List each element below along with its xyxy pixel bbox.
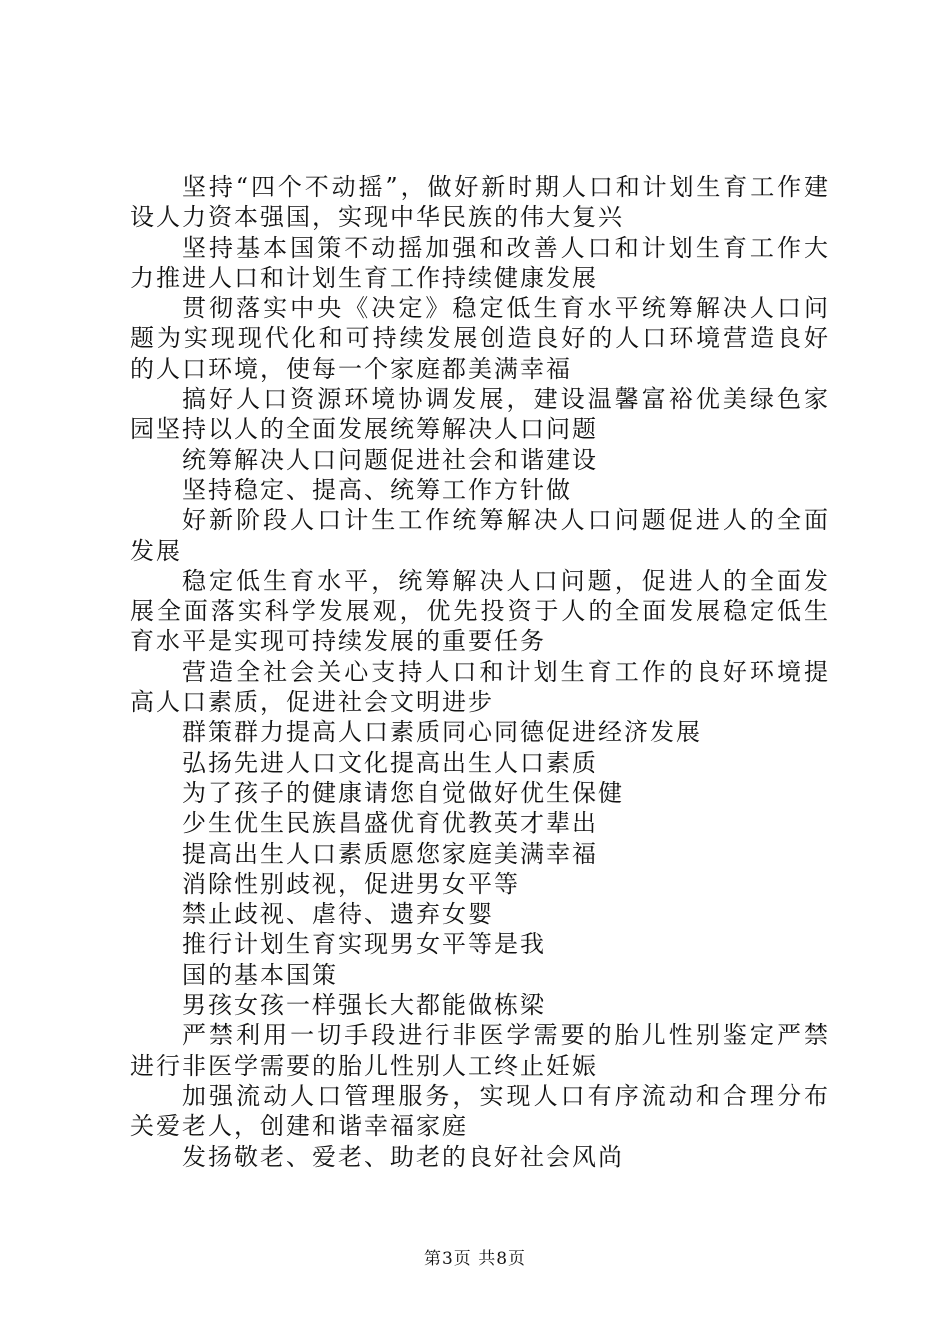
paragraph: 坚持“四个不动摇”，做好新时期人口和计划生育工作建设人力资本强国，实现中华民族的伟大复兴 bbox=[130, 173, 830, 232]
document-body bbox=[130, 172, 830, 1172]
paragraph: 少生优生民族昌盛优育优教英才辈出 bbox=[182, 809, 598, 838]
page-number-footer: 第3页 共8页 bbox=[423, 1249, 527, 1269]
paragraph: 消除性别歧视，促进男女平等 bbox=[182, 869, 520, 898]
paragraph: 为了孩子的健康请您自觉做好优生保健 bbox=[182, 778, 624, 807]
paragraph: 严禁利用一切手段进行非医学需要的胎儿性别鉴定严禁进行非医学需要的胎儿性别人工终止妊娠 bbox=[130, 1021, 830, 1080]
paragraph: 好新阶段人口计生工作统筹解决人口问题促进人的全面发展 bbox=[130, 506, 830, 565]
paragraph: 男孩女孩一样强长大都能做栋梁 bbox=[182, 991, 546, 1020]
paragraph: 推行计划生育实现男女平等是我 bbox=[182, 930, 546, 959]
paragraph: 群策群力提高人口素质同心同德促进经济发展 bbox=[182, 718, 702, 747]
paragraph: 坚持基本国策不动摇加强和改善人口和计划生育工作大力推进人口和计划生育工作持续健康发展 bbox=[130, 233, 830, 292]
paragraph: 加强流动人口管理服务，实现人口有序流动和合理分布关爱老人，创建和谐幸福家庭 bbox=[130, 1081, 830, 1141]
paragraph: 国的基本国策 bbox=[182, 960, 338, 989]
paragraph: 坚持稳定、提高、统筹工作方针做 bbox=[182, 475, 572, 504]
paragraph: 禁止歧视、虐待、遗弃女婴 bbox=[182, 900, 494, 929]
paragraph: 营造全社会关心支持人口和计划生育工作的良好环境提高人口素质，促进社会文明进步 bbox=[130, 657, 830, 717]
paragraph: 贯彻落实中央《决定》稳定低生育水平统筹解决人口问题为实现现代化和可持续发展创造良好的人口环境营造良好的人口环境，使每一个家庭都美满幸福 bbox=[130, 294, 830, 383]
paragraph: 弘扬先进人口文化提高出生人口素质 bbox=[182, 748, 598, 777]
paragraph: 统筹解决人口问题促进社会和谐建设 bbox=[182, 445, 598, 474]
paragraph: 发扬敬老、爱老、助老的良好社会风尚 bbox=[182, 1142, 624, 1171]
paragraph: 稳定低生育水平，统筹解决人口问题，促进人的全面发展全面落实科学发展观，优先投资于人的全面发展稳定低生育水平是实现可持续发展的重要任务 bbox=[130, 566, 830, 656]
paragraph: 提高出生人口素质愿您家庭美满幸福 bbox=[182, 839, 598, 868]
paragraph: 搞好人口资源环境协调发展，建设温馨富裕优美绿色家园坚持以人的全面发展统筹解决人口问题 bbox=[130, 385, 830, 444]
